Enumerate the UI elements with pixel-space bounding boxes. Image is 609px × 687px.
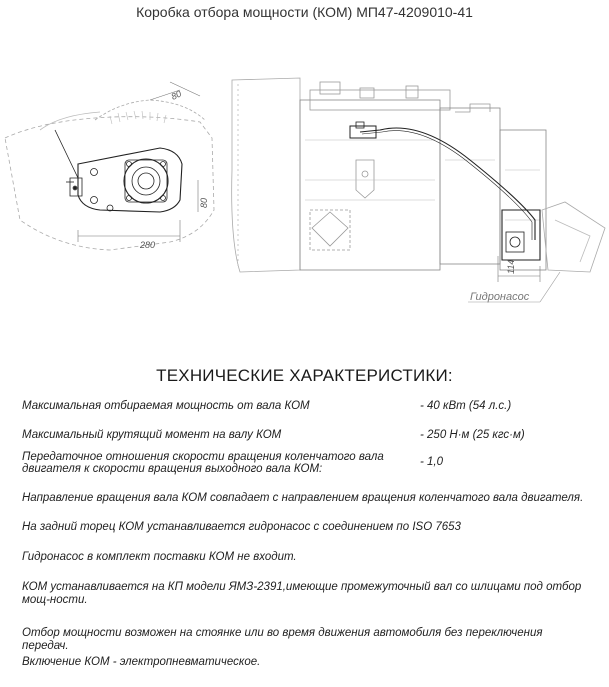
note-text: Отбор мощности возможен на стоянке или во время движения автомобиля без переключения передач. bbox=[22, 627, 543, 652]
note-text: На задний торец КОМ устанавливается гидронасос с соединением по ISO 7653 bbox=[22, 521, 461, 533]
note-text: КОМ устанавливается на КП модели ЯМЗ-2391,имеющие промежуточный вал со шлицами под отбор мощ-ности. bbox=[22, 581, 582, 606]
dimension-label: 280 bbox=[140, 240, 156, 250]
spec-value: - 40 кВт (54 л.с.) bbox=[420, 400, 512, 412]
spec-value: - 250 Н·м (25 кгс·м) bbox=[420, 429, 525, 441]
dimension-label: 80 bbox=[199, 197, 209, 208]
note-text: Включение КОМ - электропневматическое. bbox=[22, 656, 261, 668]
dimension-label: 114 bbox=[506, 259, 516, 274]
dimension-label: 80 bbox=[169, 88, 183, 102]
spec-value: - 1,0 bbox=[420, 456, 444, 468]
pump-label: Гидронасос bbox=[470, 291, 530, 303]
gearbox-main-view bbox=[232, 78, 605, 302]
technical-drawing bbox=[0, 60, 609, 330]
spec-label: Максимальный крутящий момент на валу КОМ bbox=[22, 429, 282, 441]
note-text: Гидронасос в комплект поставки КОМ не входит. bbox=[22, 551, 297, 563]
spec-label: Максимальная отбираемая мощность от вала КОМ bbox=[22, 400, 310, 412]
page-title: Коробка отбора мощности (КОМ) МП47-4209010-41 bbox=[136, 4, 473, 20]
spec-label: Передаточное отношения скорости вращения коленчатого вала двигателя к скорости вращения выходного вала КОМ: bbox=[22, 451, 384, 475]
section-heading: ТЕХНИЧЕСКИЕ ХАРАКТЕРИСТИКИ: bbox=[156, 366, 453, 385]
note-text: Направление вращения вала КОМ совпадает с направлением вращения коленчатого вала двигателя. bbox=[22, 492, 584, 504]
pto-side-view bbox=[5, 82, 214, 250]
